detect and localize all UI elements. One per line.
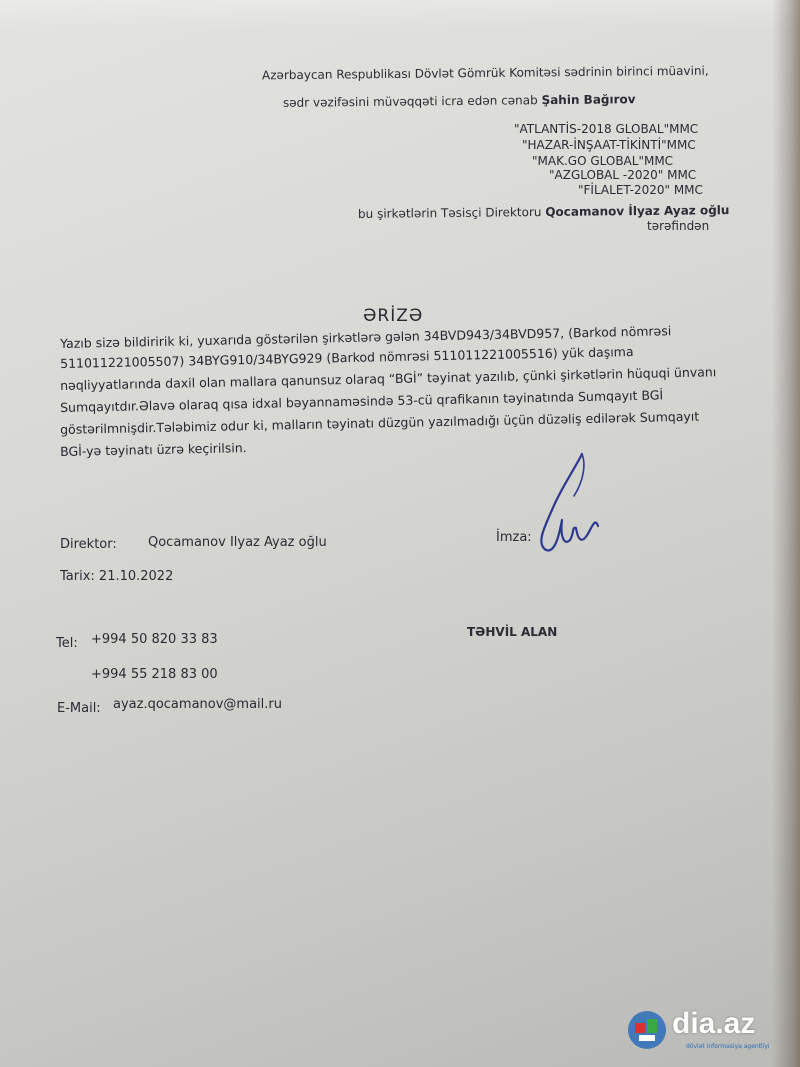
phone-2: +994 55 218 83 00 bbox=[91, 667, 218, 682]
body-line-3: nəqliyyatlarında daxil olan mallara qanunsuz olaraq “BGİ” təyinat yazılıb, çünki şirkətlərin hüquqi ünvanı bbox=[60, 364, 717, 393]
dia-logo-tagline: dövlət informasiya agentliyi bbox=[686, 1043, 770, 1050]
company-4: "AZGLOBAL -2020" MMC bbox=[549, 168, 697, 182]
document-title: ƏRİZƏ bbox=[363, 306, 424, 326]
from-name: Qocamanov İlyaz Ayaz oğlu bbox=[545, 203, 730, 219]
dia-logo-icon bbox=[626, 1009, 668, 1051]
director-name: Qocamanov Ilyaz Ayaz oğlu bbox=[148, 535, 327, 550]
body-line-1: Yazıb sizə bildiririk ki, yuxarıda göstərilən şirkətlərə gələn 34BVD943/34BVD957, (Barkod nömrəsi bbox=[60, 323, 672, 351]
date-text: Tarix: 21.10.2022 bbox=[60, 569, 174, 584]
tel-label: Tel: bbox=[56, 636, 78, 651]
phone-1: +994 50 820 33 83 bbox=[91, 632, 218, 647]
signature-label: İmza: bbox=[496, 530, 532, 545]
paper-right-edge bbox=[772, 0, 800, 1067]
email-label: E-Mail: bbox=[57, 701, 101, 716]
addressee-line-1: Azərbaycan Respublikası Dövlət Gömrük Komitəsi sədrinin birinci müavini, bbox=[261, 63, 709, 83]
company-5: "FİLALET-2020" MMC bbox=[578, 183, 703, 197]
body-line-6: BGİ-yə təyinatı üzrə keçirilsin. bbox=[60, 440, 247, 459]
body-line-5: göstərilmnişdir.Tələbimiz odur ki, malların təyinatı düzgün yazılmadığı üçün düzəliş edilərək Sumqayıt bbox=[60, 408, 700, 437]
from-suffix: tərəfindən bbox=[647, 219, 710, 233]
director-label: Direktor: bbox=[60, 537, 117, 552]
company-3: "MAK.GO GLOBAL"MMC bbox=[532, 154, 674, 168]
body-line-2: 511011221005507) 34BYG910/34BYG929 (Barkod nömrəsi 511011221005516) yük daşıma bbox=[60, 343, 634, 371]
company-1: "ATLANTİS-2018 GLOBAL"MMC bbox=[514, 122, 699, 136]
from-prefix: bu şirkətlərin Təsisçi Direktoru bbox=[357, 204, 546, 221]
company-2: "HAZAR-İNŞAAT-TİKİNTİ"MMC bbox=[522, 138, 696, 152]
paper-top-highlight bbox=[0, 0, 800, 30]
addressee-line-2-prefix: sədr vəzifəsini müvəqqəti icra edən cənab bbox=[282, 93, 542, 110]
addressee-name: Şahin Bağırov bbox=[541, 92, 636, 108]
received-by-label: TƏHVİL ALAN bbox=[467, 625, 558, 639]
handwritten-signature bbox=[530, 450, 600, 560]
email-address: ayaz.qocamanov@mail.ru bbox=[113, 697, 282, 712]
addressee-line-2 bbox=[283, 92, 636, 110]
dia-az-watermark bbox=[626, 1005, 786, 1057]
dia-logo-text: dia.az bbox=[672, 1007, 756, 1040]
body-line-4: Sumqayıtdır.Əlavə olaraq qısa idxal bəyannaməsində 53-cü qrafikanın təyinatında Sumqayıt BGİ bbox=[60, 387, 664, 415]
